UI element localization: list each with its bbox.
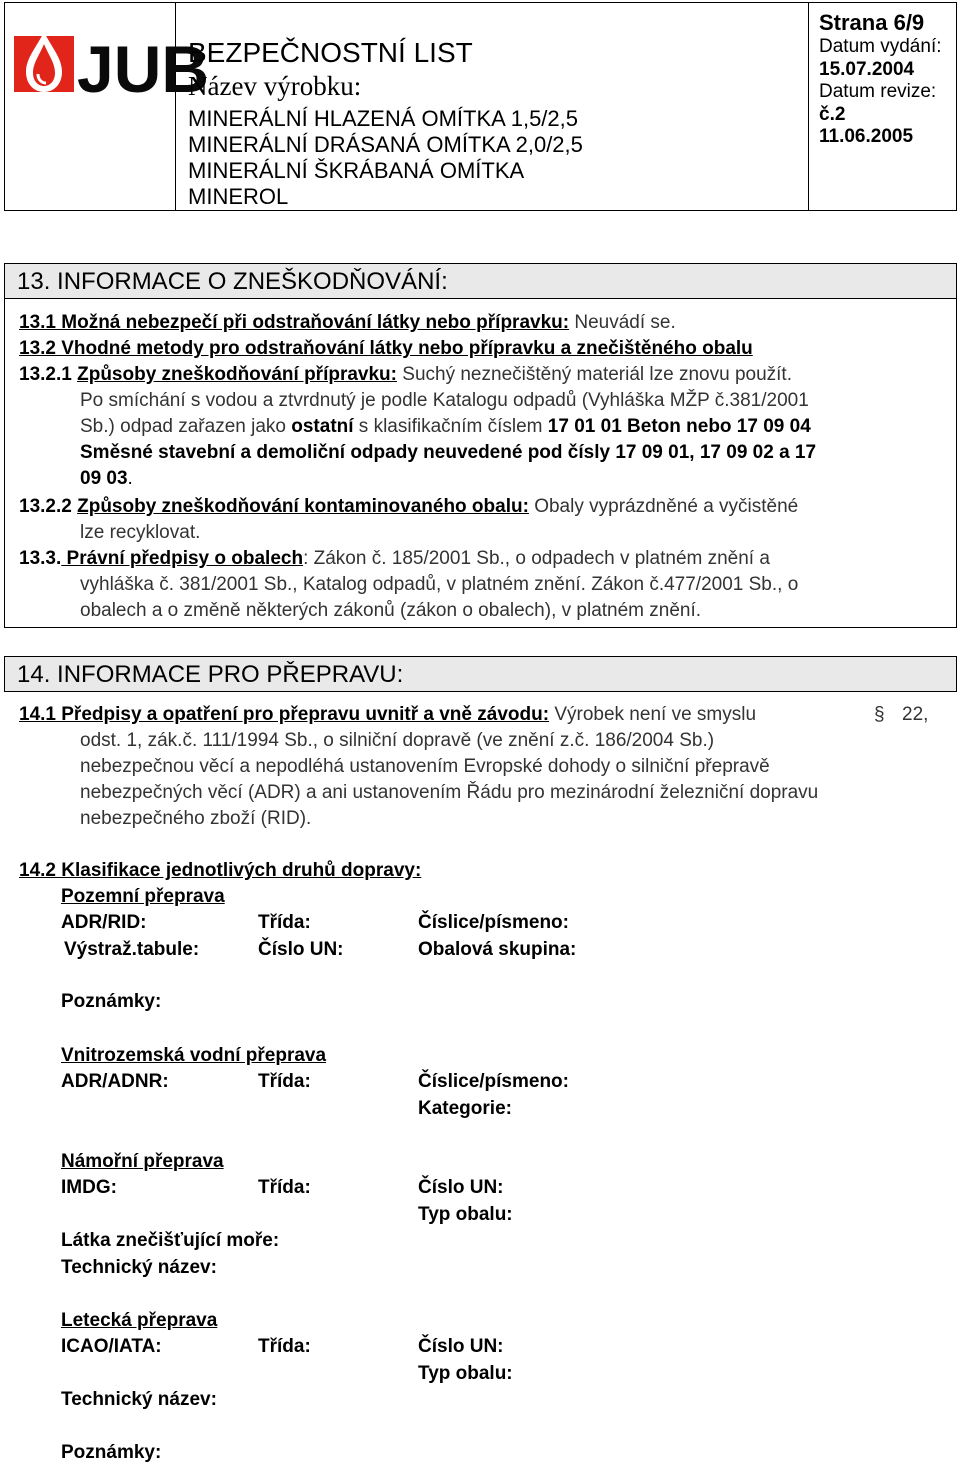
- s1321-text5b: .: [127, 468, 133, 489]
- s1321-text3b: ostatní: [291, 416, 354, 437]
- doc-title: BEZPEČNOSTNÍ LIST: [188, 37, 473, 68]
- s141-label: 14.1 Předpisy a opatření pro přepravu uvnitř a vně závodu:: [19, 704, 550, 725]
- s141-num: 22,: [902, 704, 929, 725]
- s1322-text2: lze recyklovat.: [80, 522, 201, 543]
- s133-num: 13.3.: [19, 548, 62, 569]
- sea-cislo-un: Číslo UN:: [418, 1177, 504, 1198]
- road-cislice: Číslice/písmeno:: [418, 912, 569, 933]
- s141-text2: odst. 1, zák.č. 111/1994 Sb., o silniční dopravě (ve znění z.č. 186/2004 Sb.): [80, 730, 715, 751]
- s141-text3: nebezpečnou věcí a nepodléhá ustanovením Evropské dohody o silniční přepravě: [80, 756, 770, 777]
- header-divider-right: [808, 3, 809, 210]
- air-trida: Třída:: [258, 1336, 311, 1357]
- air-title: Letecká přeprava: [61, 1310, 218, 1331]
- air-poznamky: Poznámky:: [61, 1442, 162, 1463]
- revision-number: č.2: [819, 103, 846, 125]
- header-meta: [819, 10, 942, 149]
- product-label: Název výrobku:: [188, 71, 362, 101]
- inland-trida: Třída:: [258, 1071, 311, 1092]
- s133-label: Právní předpisy o obalech: [61, 548, 304, 569]
- road-obal-skupina: Obalová skupina:: [418, 939, 577, 960]
- inland-adr: ADR/ADNR:: [61, 1071, 169, 1092]
- sea-trida: Třída:: [258, 1177, 311, 1198]
- road-cislo-un: Číslo UN:: [258, 939, 344, 960]
- s1321-line3: [80, 414, 811, 440]
- page-number: Strana 6/9: [819, 10, 925, 35]
- s141-text1: Výrobek není ve smyslu: [549, 704, 757, 725]
- air-cislo-un: Číslo UN:: [418, 1336, 504, 1357]
- s132-line: [19, 336, 753, 362]
- s1321-text4: Směsné stavební a demoliční odpady neuvedené pod čísly 17 09 01, 17 09 02 a 17: [80, 442, 817, 463]
- sea-tech-nazev: Technický název:: [61, 1257, 217, 1278]
- s1321-line5: [80, 466, 133, 492]
- s1321-text3c: s klasifikačním číslem: [353, 416, 548, 437]
- s1322-num: 13.2.2: [19, 496, 72, 517]
- sea-imdg: IMDG:: [61, 1177, 117, 1198]
- jub-logo-icon: [14, 30, 210, 106]
- sea-latka: Látka znečišťující moře:: [61, 1230, 280, 1251]
- road-trida: Třída:: [258, 912, 311, 933]
- s1321-num: 13.2.1: [19, 364, 72, 385]
- logo-lettering: JUB: [77, 32, 210, 106]
- air-tech-nazev: Technický název:: [61, 1389, 217, 1410]
- s142-label: 14.2 Klasifikace jednotlivých druhů dopravy:: [19, 860, 422, 881]
- s131-label: 13.1 Možná nebezpečí při odstraňování látky nebo přípravku:: [19, 312, 570, 333]
- s1321-text2: Po smíchání s vodou a ztvrdnutý je podle Katalogu odpadů (Vyhláška MŽP č.381/2001: [80, 390, 809, 411]
- jub-logo: [14, 30, 210, 106]
- air-typ-obalu: Typ obalu:: [418, 1363, 513, 1384]
- road-adr: ADR/RID:: [61, 912, 147, 933]
- inland-kategorie: Kategorie:: [418, 1098, 512, 1119]
- s131-text: Neuvádí se.: [569, 312, 676, 333]
- s141-line: [19, 702, 756, 728]
- s133-text1: : Zákon č. 185/2001 Sb., o odpadech v platném znění a: [303, 548, 770, 569]
- s141-text4: nebezpečných věcí (ADR) a ani ustanovením Řádu pro mezinárodní železniční dopravu: [80, 782, 819, 803]
- s132-label: 13.2 Vhodné metody pro odstraňování látky nebo přípravku a znečištěného obalu: [19, 338, 753, 359]
- s1321-text1: Suchý neznečištěný materiál lze znovu použít.: [397, 364, 792, 385]
- product-name-1: MINERÁLNÍ HLAZENÁ OMÍTKA 1,5/2,5: [188, 106, 579, 131]
- revision-date: 11.06.2005: [819, 126, 914, 147]
- s133-text2: vyhláška č. 381/2001 Sb., Katalog odpadů, v platném znění. Zákon č.477/2001 Sb., o: [80, 574, 799, 595]
- revision-date-label: Datum revize:: [819, 81, 937, 102]
- product-name-4: MINEROL: [188, 184, 289, 209]
- s1322-label: Způsoby zneškodňování kontaminovaného obalu:: [77, 496, 529, 517]
- product-name-3: MINERÁLNÍ ŠKRÁBANÁ OMÍTKA: [188, 158, 525, 183]
- s1322-text1: Obaly vyprázdněné a vyčistěné: [528, 496, 799, 517]
- s131-line: [19, 310, 676, 336]
- road-poznamky: Poznámky:: [61, 991, 162, 1012]
- inland-title: Vnitrozemská vodní přeprava: [61, 1045, 327, 1066]
- product-name-2: MINERÁLNÍ DRÁSANÁ OMÍTKA 2,0/2,5: [188, 132, 583, 157]
- section-14-heading: 14. INFORMACE PRO PŘEPRAVU:: [17, 661, 404, 688]
- s141-section-sign: §: [874, 704, 885, 725]
- road-title: Pozemní přeprava: [61, 886, 225, 907]
- section-13-heading: 13. INFORMACE O ZNEŠKODŇOVÁNÍ:: [5, 264, 956, 299]
- air-icao: ICAO/IATA:: [61, 1336, 162, 1357]
- s133-line: [19, 546, 770, 572]
- s1321-text3a: Sb.) odpad zařazen jako: [80, 416, 292, 437]
- section-14-heading-box: [4, 656, 957, 692]
- sea-typ-obalu: Typ obalu:: [418, 1204, 513, 1225]
- s133-text3: obalech a o změně některých zákonů (zákon o obalech), v platném znění.: [80, 600, 702, 621]
- s141-text5: nebezpečného zboží (RID).: [80, 808, 312, 829]
- s1321-text5: 09 03: [80, 468, 128, 489]
- s1321-text3d: 17 01 01 Beton nebo 17 09 04: [547, 416, 811, 437]
- s1321-label: Způsoby zneškodňování přípravku:: [77, 364, 397, 385]
- issue-date: 15.07.2004: [819, 58, 915, 80]
- sea-title: Námořní přeprava: [61, 1151, 224, 1172]
- s1322-line: [19, 494, 798, 520]
- issue-date-label: Datum vydání:: [819, 36, 942, 57]
- inland-cislice: Číslice/písmeno:: [418, 1071, 569, 1092]
- s1321-line: [19, 362, 792, 388]
- road-vystraz: Výstraž.tabule:: [64, 939, 200, 960]
